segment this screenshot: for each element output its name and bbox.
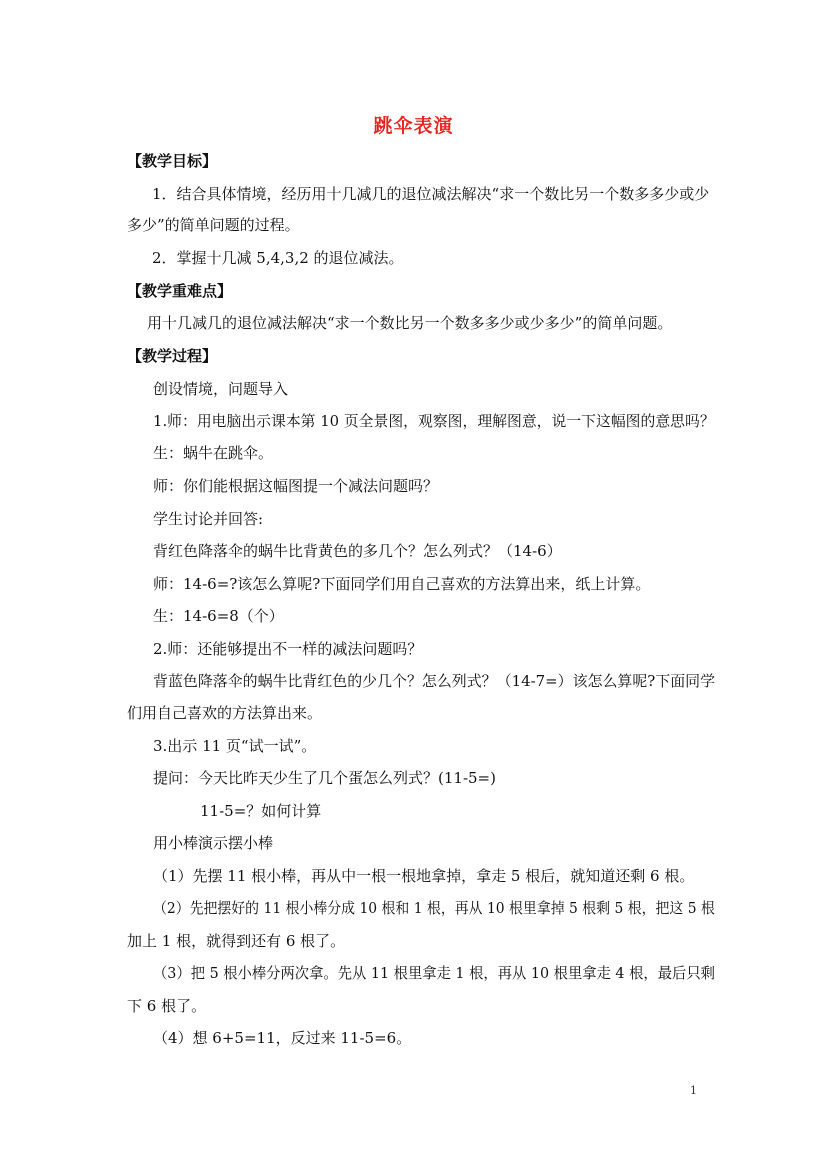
paragraph-line: 们用自己喜欢的方法算出来。 xyxy=(127,704,323,722)
paragraph-line: （4）想 6+5=11，反过来 11-5=6。 xyxy=(153,1029,412,1047)
paragraph-line: （1）先摆 11 根小棒，再从中一根一根地拿掉，拿走 5 根后，就知道还剩 6 根。 xyxy=(153,867,695,885)
paragraph-line: 背蓝色降落伞的蜗牛比背红色的少几个？怎么列式？（14-7=）该怎么算呢?下面同学 xyxy=(153,672,716,690)
paragraph-line: （2）先把摆好的 11 根小棒分成 10 根和 1 根，再从 10 根里拿掉 5 根剩 5 根，把这 5 根 xyxy=(153,899,715,917)
paragraph-line: 背红色降落伞的蜗牛比背黄色的多几个？怎么列式？（14-6） xyxy=(153,542,562,560)
paragraph-line: 创设情境，问题导入 xyxy=(153,380,289,398)
paragraph-line: 11-5=？如何计算 xyxy=(200,802,322,820)
paragraph-line: 3.出示 11 页“试一试”。 xyxy=(153,737,317,755)
paragraph-line: 2．掌握十几减 5,4,3,2 的退位减法。 xyxy=(152,249,404,267)
paragraph-line: 用十几减几的退位减法解决“求一个数比另一个数多多少或少多少”的简单问题。 xyxy=(147,314,673,332)
paragraph-line: 加上 1 根，就得到还有 6 根了。 xyxy=(127,932,346,950)
paragraph-line: 用小棒演示摆小棒 xyxy=(153,834,274,852)
paragraph-line: 1.师：用电脑出示课本第 10 页全景图，观察图，理解图意，说一下这幅图的意思吗？ xyxy=(153,412,715,430)
paragraph-line: 学生讨论并回答: xyxy=(153,510,264,528)
section-heading-objectives: 【教学目标】 xyxy=(127,152,218,170)
section-heading-process: 【教学过程】 xyxy=(127,347,218,365)
paragraph-line: 师：14-6=?该怎么算呢?下面同学们用自己喜欢的方法算出来，纸上计算。 xyxy=(153,575,651,593)
paragraph-line: 1．结合具体情境，经历用十几减几的退位减法解决“求一个数比另一个数多多少或少 xyxy=(152,185,710,203)
section-heading-keypoints: 【教学重难点】 xyxy=(127,282,233,300)
paragraph-line: 多少”的简单问题的过程。 xyxy=(127,216,300,234)
paragraph-line: 下 6 根了。 xyxy=(127,997,207,1015)
paragraph-line: 提问：今天比昨天少生了几个蛋怎么列式？(11-5=) xyxy=(153,769,496,787)
paragraph-line: （3）把 5 根小棒分两次拿。先从 11 根里拿走 1 根，再从 10 根里拿走 4 根，最后只剩 xyxy=(153,964,715,982)
page-title: 跳伞表演 xyxy=(373,115,454,137)
page-number: 1 xyxy=(690,1084,697,1097)
paragraph-line: 师：你们能根据这幅图提一个减法问题吗？ xyxy=(153,477,439,495)
paragraph-line: 2.师：还能够提出不一样的减法问题吗？ xyxy=(153,640,423,658)
paragraph-line: 生：14-6=8（个） xyxy=(153,607,284,625)
paragraph-line: 生：蜗牛在跳伞。 xyxy=(153,444,274,462)
